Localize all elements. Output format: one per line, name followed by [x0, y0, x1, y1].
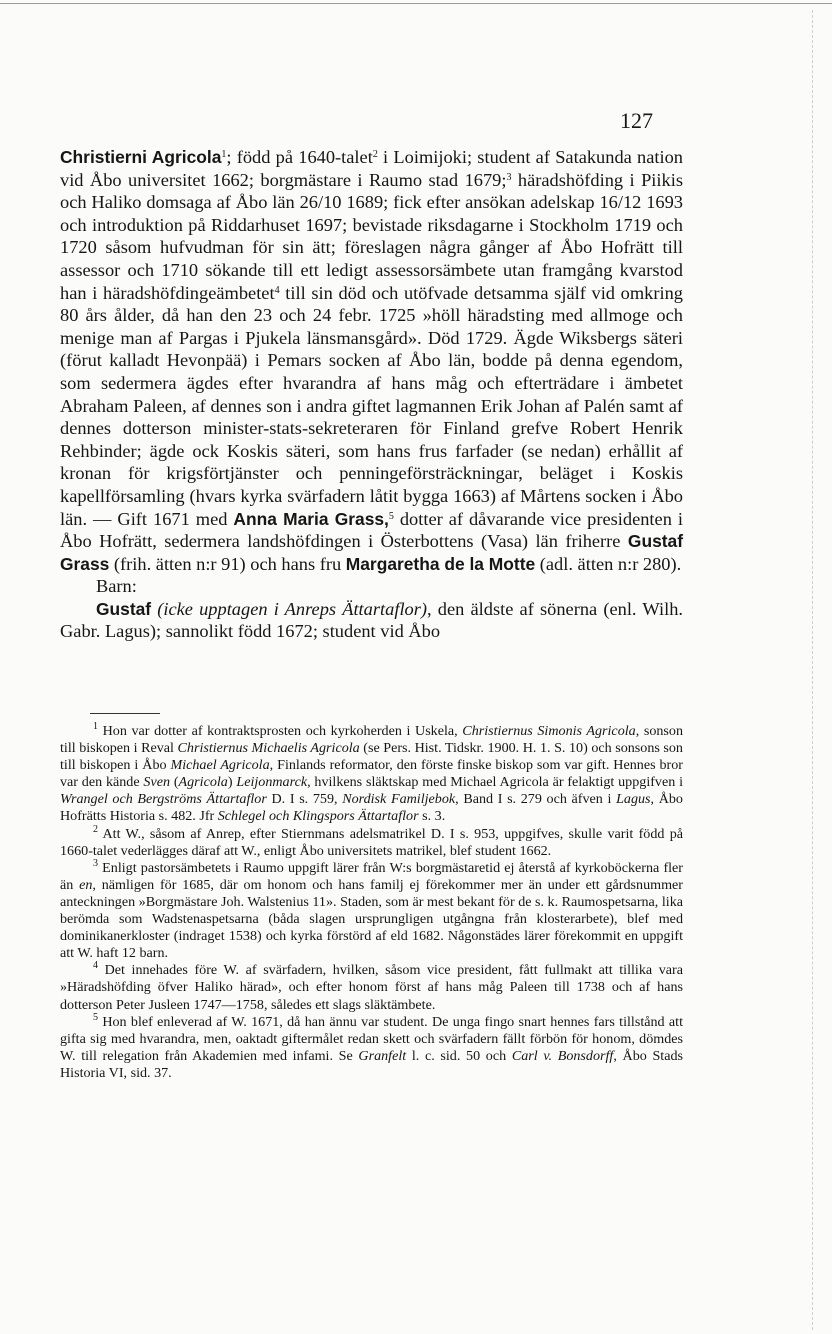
footnote-ref-4[interactable]: 4	[274, 284, 280, 296]
footnote-1: $^1$ Hon var dotter af kontraktsprosten och kyrkoherden i Uskela, Christiernus Simonis Agricola, sonson till biskopen i Reval Christiernus Michaelis Agricola (se Pers. Hist. Tidskr. 1900. H. 1. S. 10) och sonsons son till biskopen i Åbo Michael Agricola, Finlands reformator, den förste finske biskop som var gift. Hennes bror var den kände Sven (Agricola) Leijonmarck, hvilkens släktskap med Michael Agricola är felaktigt uppgifven i Wrangel och Bergströms Ättartaflor D. I s. 759, Nordisk Familjebok, Band I s. 279 och äfven i Lagus, Åbo Hofrätts Historia s. 482. Jfr Schlegel och Klingspors Ättartaflor s. 3.	[60, 721, 683, 825]
footnote-ref-2[interactable]: 2	[372, 149, 378, 160]
footnote-ref-1[interactable]: 1	[221, 149, 227, 160]
children-heading: Barn:	[96, 576, 137, 597]
date-fraction: 16/12	[599, 192, 642, 213]
child-name: Gustaf	[96, 598, 152, 619]
footnote-5: $^5$ Hon blef enleverad af W. 1671, då han ännu var student. De unga fingo snart hennes fars tillstånd att gifta sig med hvarandra, men, oaktadt giftermålet redan skett och svärfadern fällt förbön för honom, dömdes W. till relegation från Akademien med infami. Se Granfelt l. c. sid. 50 och Carl v. Bonsdorff, Åbo Stads Historia VI, sid. 37.	[60, 1011, 683, 1081]
footnote-4: $^4$ Det innehades före W. af svärfadern, hvilken, såsom vice president, fått fullmakt att tillika vara »Häradshöfding öfver Haliko härad», och efter honom först af hans måg Paleen till 1738 och af hans dotterson Peter Jusleen 1747—1758, således ett slags släktämbete.	[60, 960, 683, 1013]
date-fraction: 26/10	[299, 192, 342, 213]
biography-paragraph: Christierni Agricola$^1$; född på 1640-talet$^2$ i Loimijoki; student af Satakunda nation vid Åbo universitet 1662; borgmästare i Raumo stad 1679;$^3$ häradshöfding i Piikis och Haliko domsaga af Åbo län 26/10 1689; fick efter ansökan adelskap 16/12 1693 och introduktion på Riddarhuset 1697; bevistade riksdagarne i Stockholm 1719 och 1720 såsom hufvudman för sin ätt; föreslagen några gånger af Åbo Hofrätt till assessor och 1710 sökande till ett ledigt assessorsämbete utan framgång kvarstod han i häradshöfdingeämbetet$^4$ till sin död och utöfvade detsamma själf vid omkring 80 års ålder, då han den 23 och 24 febr. 1725 »höll häradsting med allmoge och menige man af Pargas i Pjukela länsmansgård». Död 1729. Ägde Wiksbergs säteri (förut kalladt Hevonpää) i Pemars socken af Åbo län, bodde på denna egendom, som sedermera ägdes efter hvarandra af hans måg och efterträdare i ämbetet Abraham Paleen, af dennes son i andra giftet lagmannen Erik Johan af Palén samt af dennes dotterson minister-stats-sekreteraren för Finland grefve Robert Henrik Rehbinder; ägde ock Koskis säteri, som hans frus farfader (se nedan) erhållit af kronan för krigsförtjänster och penningeförsträckningar, beläget i Koskis kapellförsamling (hvars kyrka svärfadern låtit bygga 1663) af Mårtens socken i Åbo län. — Gift 1671 med Anna Maria Grass,$^5$ dotter af dåvarande vice presidenten i Åbo Hofrätt, sedermera landshöfdingen i Österbottens (Vasa) län friherre Gustaf Grass (frih. ätten n:r 91) och hans fru Margaretha de la Motte (adl. ätten n:r 280).	[60, 147, 684, 574]
footnote-ref-3[interactable]: 3	[506, 171, 512, 183]
footnote-ref-5[interactable]: 5	[388, 510, 394, 522]
footnote-3: $^3$ Enligt pastorsämbetets i Raumo uppgift lärer från W:s borgmästaretid ej återstå af kyrkoböckerna fler än en, nämligen för 1685, där om honom och hans familj ej förekommer mer än under ett gårdsnummer anteckningen »Borgmästare Joh. Walstenius 11». Staden, som är mest bekant för de s. k. Raumospetsarna, lika berömda som Wadstenaspetsarna (båda slagen ursprungligen utgångna från klosterarbete), blef med dominikanerkloster (indraget 1538) och kyrka förstörd af eld 1682. Någonstädes lärer förekommit en uppgift att W. haft 12 barn.	[60, 857, 684, 962]
page-binding-edge	[812, 10, 813, 1330]
scan-edge-line	[0, 3, 832, 4]
footnote-2: $^2$ Att W., såsom af Anrep, efter Stiernmans adelsmatrikel D. I s. 953, uppgifves, skulle varit född på 1660-talet vederlägges däraf att W., enligt Åbo universitets matrikel, blef student 1662.	[60, 823, 683, 859]
child-note: (icke upptagen i Anreps Ättartaflor)	[157, 598, 428, 619]
father-in-law-name: Gustaf Grass	[60, 531, 683, 574]
page-number: 127	[620, 108, 653, 133]
person-name: Christierni Agricola	[60, 147, 222, 167]
main-text	[60, 146, 683, 643]
wife-name: Anna Maria Grass,	[233, 508, 389, 529]
footnotes	[60, 723, 683, 1082]
mother-in-law-name: Margaretha de la Motte	[345, 553, 536, 574]
child-paragraph: Gustaf (icke upptagen i Anreps Ättartaflor), den äldste af sönerna (enl. Wilh. Gabr. Lagus); sannolikt född 1672; student vid Åbo	[60, 598, 683, 642]
footnote-divider	[90, 713, 160, 714]
